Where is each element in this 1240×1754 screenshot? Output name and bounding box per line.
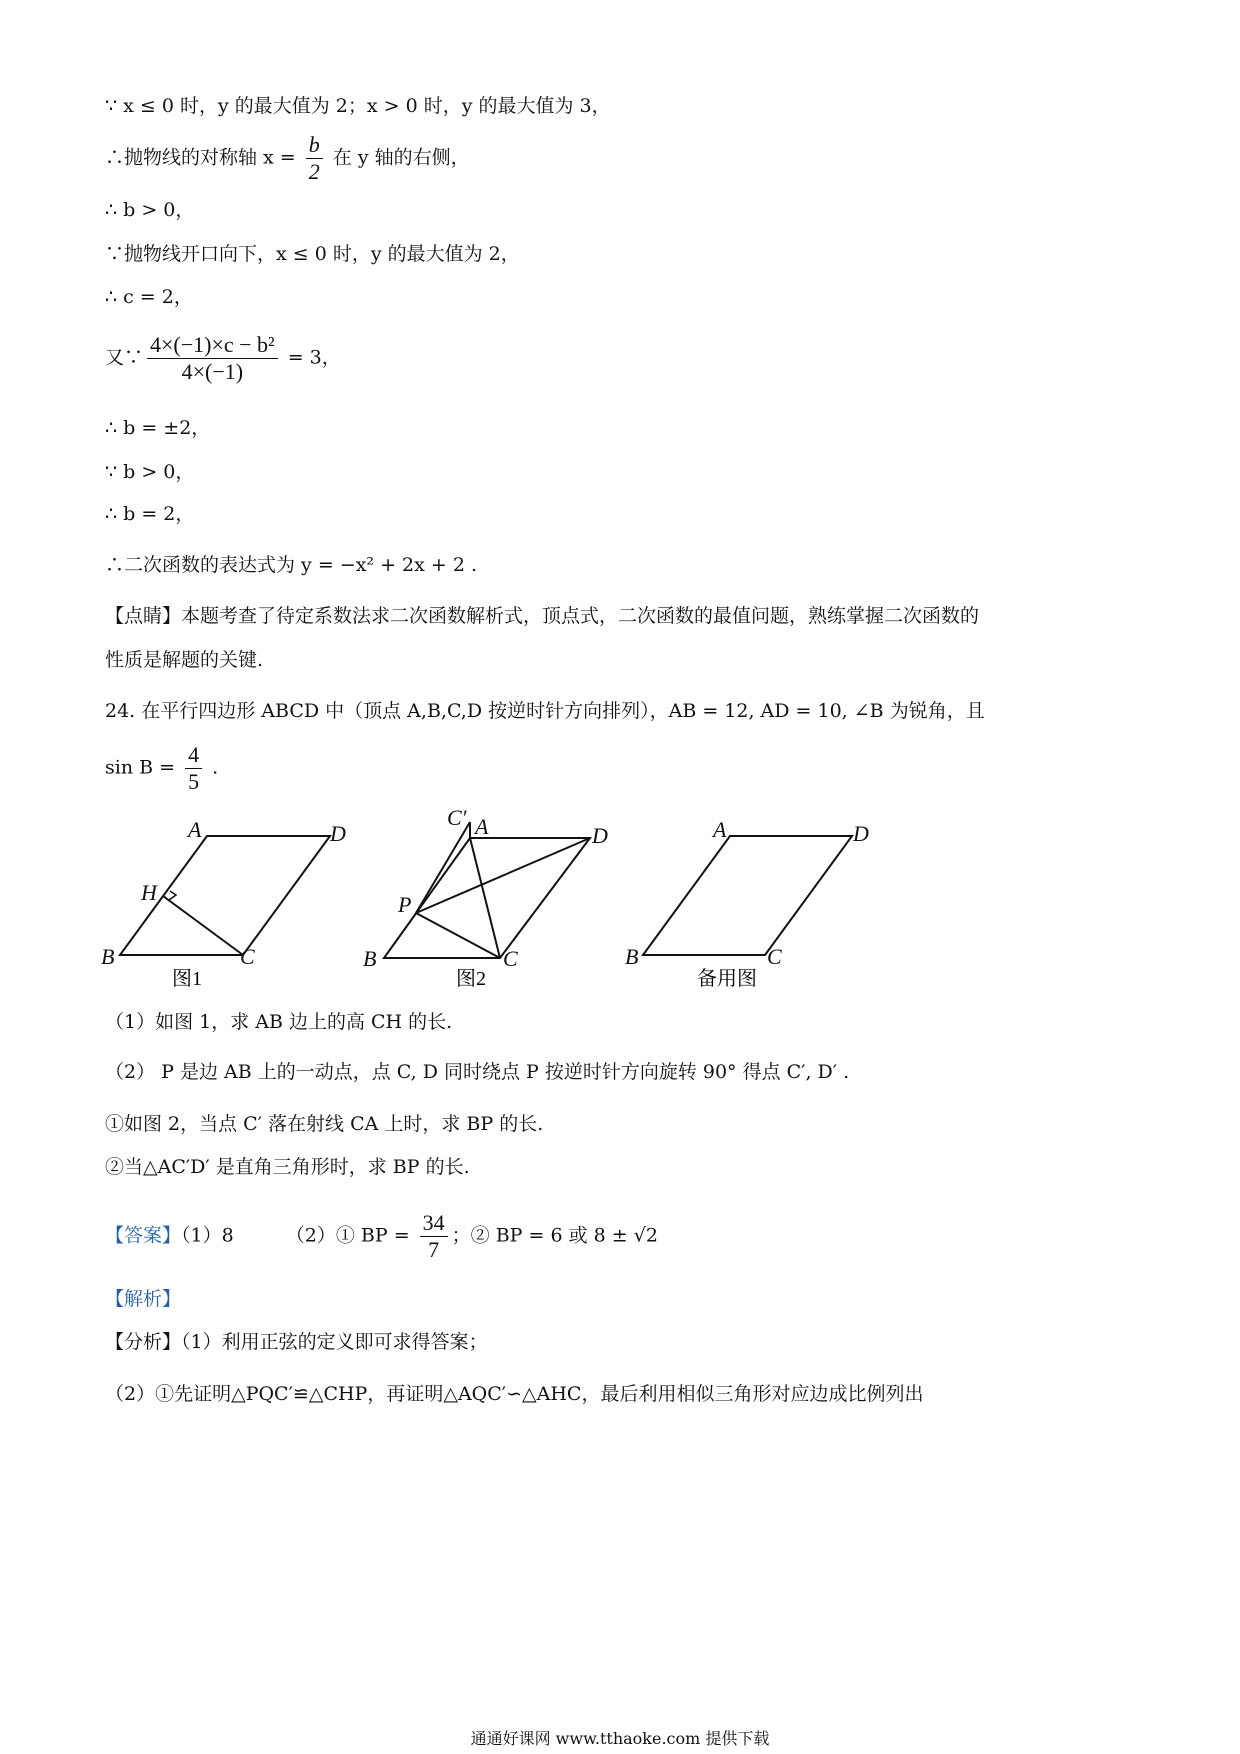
fig2-diagonal-ca (470, 838, 500, 958)
fig2-label-b: B (363, 946, 377, 971)
problem-24-sinb: sin B = $\frac{4}{5}$ . (105, 742, 219, 794)
problem-24-statement: 24. 在平行四边形 ABCD 中（顶点 A,B,C,D 按逆时针方向排列），AB = 12, AD = 10, ∠B 为锐角，且 (105, 700, 985, 722)
analysis-tag: 【解析】 (105, 1288, 182, 1310)
solution-line-7: ∴ b = ±2， (105, 417, 211, 439)
fig3-label-d: D (853, 821, 869, 846)
fig1-label-h: H (141, 880, 157, 905)
fig2-label-d: D (592, 823, 608, 848)
fig1-label-d: D (330, 821, 346, 846)
fig1-label-b: B (101, 944, 115, 969)
solution-line-5: ∴ c = 2， (105, 286, 193, 308)
fraction-vertex-formula: $\frac{\text{4×(−1)×c − b²}}{4\times(-1)}$ (147, 332, 278, 385)
question-2a: ①如图 2，当点 C′ 落在射线 CA 上时，求 BP 的长. (105, 1113, 544, 1135)
answer-tag: 【答案】 (105, 1224, 182, 1247)
answer-line: 【答案】（1）8 （2）① BP = $\frac{34}{7}$ ；② BP = 6 或 8 ± √2 (105, 1210, 658, 1262)
analysis-fenxi-2: （2）①先证明△PQC′≌△CHP，再证明△AQC′∽△AHC，最后利用相似三角形对应边成比例列出 (105, 1383, 924, 1405)
fraction-34-over-7: $\frac{34}{7}$ (420, 1210, 448, 1263)
fig3-label-b: B (625, 944, 639, 969)
fig1-label-c: C (240, 944, 255, 969)
fig1-height-ch (163, 896, 243, 955)
question-2b: ②当△AC′D′ 是直角三角形时，求 BP 的长. (105, 1156, 470, 1178)
figure-3 (643, 836, 852, 955)
fig2-parallelogram (384, 838, 590, 958)
fig3-parallelogram (643, 836, 852, 955)
figure-2 (384, 822, 590, 958)
figures (0, 800, 1240, 1000)
solution-line-3: ∴ b > 0， (105, 199, 195, 221)
solution-line-6: 又∵ $\frac{\text{4×(−1)×c − b²}}{4\times(-1)}$ = 3， (105, 332, 341, 384)
solution-line-4: ∵抛物线开口向下，x ≤ 0 时，y 的最大值为 2， (105, 243, 520, 265)
fig2-label-c: C (503, 946, 518, 971)
dianjing-line-2: 性质是解题的关键. (105, 649, 264, 671)
page-footer: 通通好课网 www.tthaoke.com 提供下载 (470, 1729, 770, 1748)
fig2-label-p: P (398, 892, 412, 917)
question-1: （1）如图 1，求 AB 边上的高 CH 的长. (105, 1011, 453, 1033)
question-2: （2） P 是边 AB 上的一动点，点 C, D 同时绕点 P 按逆时针方向旋转 90° 得点 C′, D′ . (105, 1061, 850, 1083)
fig3-caption: 备用图 (697, 968, 757, 990)
solution-line-8: ∵ b > 0， (105, 461, 195, 483)
solution-line-2: ∴抛物线的对称轴 x = $\frac{b}{2}$ 在 y 轴的右侧， (105, 132, 470, 184)
fig2-caption: 图2 (456, 968, 486, 990)
solution-line-10: ∴二次函数的表达式为 y = −x² + 2x + 2 . (105, 554, 477, 576)
fig2-segment-pc-prime (416, 822, 470, 913)
dianjing-line-1: 【点睛】本题考查了待定系数法求二次函数解析式，顶点式，二次函数的最值问题，熟练掌握二次函数的 (105, 605, 980, 627)
fig1-right-angle-mark (169, 891, 176, 900)
fig3-label-a: A (713, 817, 727, 842)
fig1-label-a: A (188, 817, 202, 842)
fraction-4-over-5: $\frac{4}{5}$ (185, 742, 202, 795)
solution-line-1: ∵ x ≤ 0 时，y 的最大值为 2；x > 0 时，y 的最大值为 3， (105, 95, 611, 117)
fig2-label-a: A (475, 814, 489, 839)
fig2-segment-pc (416, 913, 500, 958)
fig1-caption: 图1 (172, 968, 202, 990)
fig2-label-c-prime: C′ (447, 805, 467, 830)
fig3-label-c: C (767, 944, 782, 969)
analysis-fenxi: 【分析】（1）利用正弦的定义即可求得答案； (105, 1331, 488, 1353)
solution-line-9: ∴ b = 2， (105, 503, 195, 525)
fraction-b-over-2: $\frac{b}{2}$ (306, 132, 323, 185)
